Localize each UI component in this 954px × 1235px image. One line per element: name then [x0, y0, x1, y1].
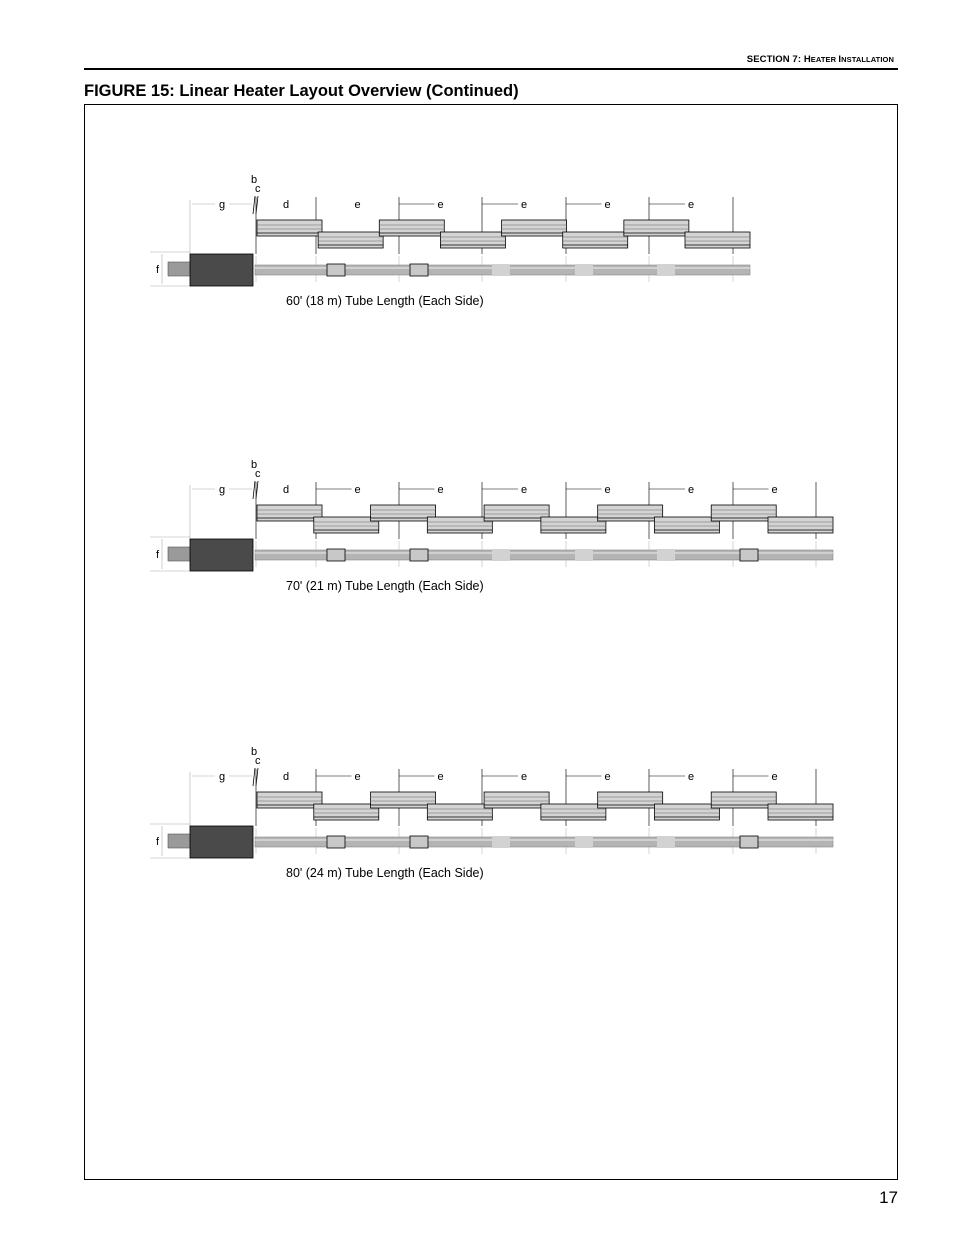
tube-coupling — [327, 264, 345, 276]
tube-coupling — [327, 836, 345, 848]
label-f: f — [156, 264, 160, 276]
tube-coupling — [657, 264, 675, 276]
tube-coupling — [740, 836, 758, 848]
reflector-body — [598, 792, 663, 808]
reflector-body — [598, 505, 663, 521]
reflector-body — [440, 232, 505, 248]
section-prefix: SECTION 7: — [746, 54, 804, 65]
label-f: f — [156, 549, 160, 561]
label-e: e — [604, 484, 611, 496]
tube-coupling — [492, 836, 510, 848]
reflector — [711, 792, 776, 808]
burner-inlet — [168, 547, 192, 561]
reflector — [541, 804, 606, 820]
tube-coupling — [575, 264, 593, 276]
diagram-70ft — [150, 459, 833, 593]
label-c: c — [255, 183, 261, 195]
tube-coupling — [657, 549, 675, 561]
section-i: I — [838, 54, 842, 65]
label-b: b — [251, 174, 258, 186]
section-rest-1: EATER — [810, 55, 839, 64]
label-b: b — [251, 459, 258, 471]
reflector — [484, 792, 549, 808]
reflector-body — [314, 517, 379, 533]
label-e: e — [688, 771, 695, 783]
label-e: e — [354, 199, 361, 211]
reflector — [257, 505, 322, 521]
label-e: e — [437, 484, 444, 496]
reflector — [314, 517, 379, 533]
reflector-body — [257, 792, 322, 808]
label-e: e — [604, 771, 611, 783]
reflector-body — [768, 804, 833, 820]
burner-inlet — [168, 262, 192, 276]
label-c: c — [255, 468, 261, 480]
reflector — [768, 804, 833, 820]
tube-coupling — [657, 836, 675, 848]
reflector-body — [541, 804, 606, 820]
label-e: e — [437, 771, 444, 783]
reflector — [654, 517, 719, 533]
label-e: e — [521, 771, 528, 783]
label-g: g — [219, 771, 226, 783]
reflector-body — [685, 232, 750, 248]
label-e: e — [688, 484, 695, 496]
reflector — [427, 804, 492, 820]
reflector-body — [711, 792, 776, 808]
label-e: e — [354, 771, 361, 783]
reflector-body — [654, 804, 719, 820]
tube-coupling — [327, 549, 345, 561]
reflector — [654, 804, 719, 820]
section-h: H — [803, 54, 811, 65]
label-e: e — [437, 199, 444, 211]
burner-box — [190, 539, 253, 571]
reflector — [541, 517, 606, 533]
page-number: 17 — [879, 1188, 898, 1207]
reflector-body — [768, 517, 833, 533]
reflector-body — [318, 232, 383, 248]
diagram-caption: 70' (21 m) Tube Length (Each Side) — [286, 579, 484, 593]
reflector — [440, 232, 505, 248]
reflector — [314, 804, 379, 820]
reflector-body — [541, 517, 606, 533]
label-e: e — [604, 199, 611, 211]
label-e: e — [771, 484, 778, 496]
tick-b — [253, 768, 255, 786]
reflector — [484, 505, 549, 521]
burner-inlet — [168, 834, 192, 848]
reflector-body — [711, 505, 776, 521]
reflector — [598, 505, 663, 521]
reflector — [379, 220, 444, 236]
reflector — [563, 232, 628, 248]
diagram-caption: 80' (24 m) Tube Length (Each Side) — [286, 866, 484, 880]
section-rest-2: NSTALLATION — [841, 55, 894, 64]
reflector-body — [257, 220, 322, 236]
reflector-body — [427, 804, 492, 820]
tube-coupling — [740, 549, 758, 561]
label-d: d — [283, 484, 290, 496]
label-e: e — [521, 484, 528, 496]
label-e: e — [688, 199, 695, 211]
label-e: e — [354, 484, 361, 496]
tube-coupling — [410, 264, 428, 276]
label-g: g — [219, 484, 226, 496]
tube-coupling — [492, 264, 510, 276]
tube-coupling — [492, 549, 510, 561]
reflector — [318, 232, 383, 248]
label-c: c — [255, 755, 261, 767]
reflector — [371, 505, 436, 521]
reflector-body — [484, 505, 549, 521]
tick-b — [253, 481, 255, 499]
label-g: g — [219, 199, 226, 211]
reflector-body — [314, 804, 379, 820]
reflector-body — [484, 792, 549, 808]
diagram-caption: 60' (18 m) Tube Length (Each Side) — [286, 294, 484, 308]
tube-coupling — [575, 549, 593, 561]
reflector — [371, 792, 436, 808]
label-f: f — [156, 836, 160, 848]
label-b: b — [251, 746, 258, 758]
reflector — [502, 220, 567, 236]
reflector-body — [371, 792, 436, 808]
reflector — [257, 792, 322, 808]
reflector — [711, 505, 776, 521]
diagram-60ft — [150, 174, 750, 308]
tube-coupling — [410, 549, 428, 561]
burner-box — [190, 254, 253, 286]
figure-title: FIGURE 15: Linear Heater Layout Overview (Continued) — [84, 82, 519, 100]
diagram-80ft — [150, 746, 833, 880]
reflector-body — [654, 517, 719, 533]
label-e: e — [521, 199, 528, 211]
reflector-body — [257, 505, 322, 521]
label-e: e — [771, 771, 778, 783]
tube-coupling — [575, 836, 593, 848]
reflector — [768, 517, 833, 533]
label-d: d — [283, 771, 290, 783]
reflector — [427, 517, 492, 533]
tick-b — [253, 196, 255, 214]
burner-box — [190, 826, 253, 858]
reflector — [624, 220, 689, 236]
reflector-body — [379, 220, 444, 236]
tube-coupling — [410, 836, 428, 848]
reflector-body — [427, 517, 492, 533]
label-d: d — [283, 199, 290, 211]
reflector-body — [502, 220, 567, 236]
reflector-body — [624, 220, 689, 236]
reflector — [685, 232, 750, 248]
reflector-body — [371, 505, 436, 521]
reflector-body — [563, 232, 628, 248]
reflector — [257, 220, 322, 236]
reflector — [598, 792, 663, 808]
